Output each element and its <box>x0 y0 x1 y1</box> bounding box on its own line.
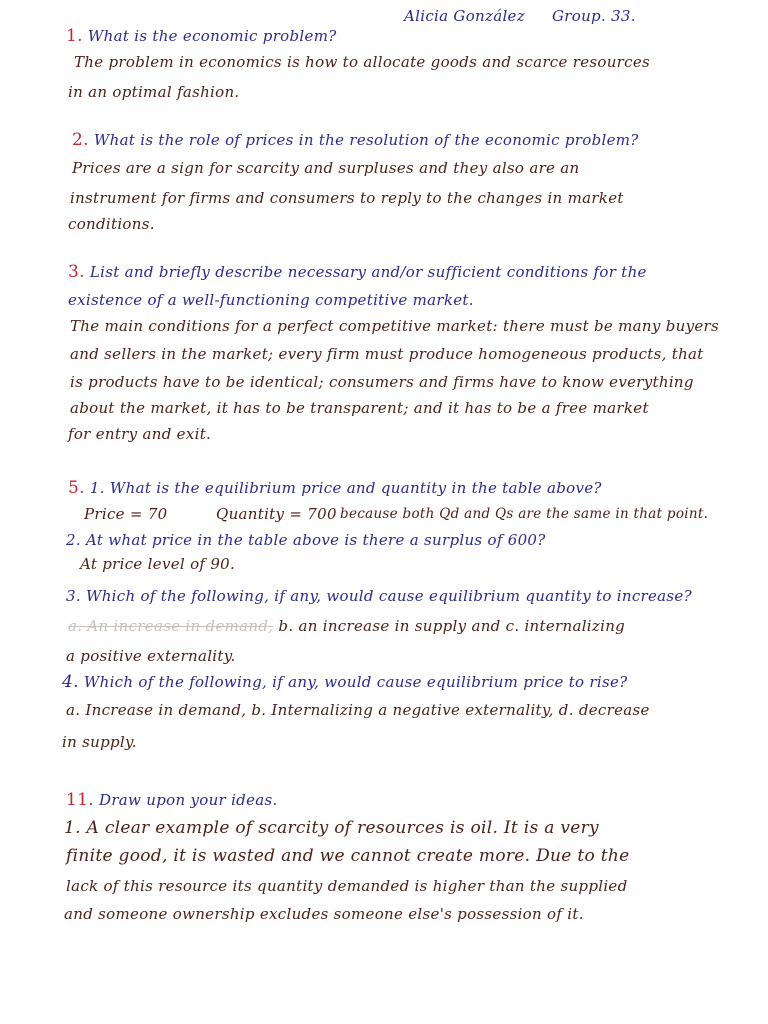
q5-3-question: Which of the following, if any, would cause equilibrium quantity to increase? <box>86 587 692 605</box>
q1-number: 1. <box>66 26 83 46</box>
q3-answer-line-5: for entry and exit. <box>68 425 212 443</box>
q11-answer-text-1: A clear example of scarcity of resources is oil. It is a very <box>86 818 599 838</box>
q5-3-answer-line-2: a positive externality. <box>66 647 236 665</box>
q2-answer-line-3: conditions. <box>68 215 155 233</box>
q11-answer-line-1 <box>64 818 599 838</box>
q11-answer-line-2: finite good, it is wasted and we cannot create more. Due to the <box>66 846 630 866</box>
q11-number: 11. <box>66 790 94 810</box>
group-number: Group. 33. <box>552 7 636 25</box>
q5-4-question: Which of the following, if any, would cause equilibrium price to rise? <box>83 673 628 691</box>
q5-2-answer: At price level of 90. <box>80 555 236 573</box>
q11-sub-number: 1. <box>64 818 81 838</box>
q5-1-question-line <box>68 478 602 498</box>
q5-4-answer-line-2: in supply. <box>62 733 137 751</box>
q5-3-question-line <box>66 586 692 606</box>
q11-title-line <box>66 790 278 810</box>
q5-4-answer-line-1: a. Increase in demand, b. Internalizing a negative externality, d. decrease <box>66 701 650 719</box>
q5-4-question-line <box>62 672 628 692</box>
q11-title: Draw upon your ideas. <box>99 791 278 809</box>
q3-question-part-1: List and briefly describe necessary and/or sufficient conditions for the <box>89 263 647 281</box>
q5-1-answer-price: Price = 70 <box>84 505 168 523</box>
q3-answer-line-4: about the market, it has to be transparent; and it has to be a free market <box>70 399 649 417</box>
q2-question-line <box>72 130 639 150</box>
q1-answer-line-1: The problem in economics is how to allocate goods and scarce resources <box>74 53 651 71</box>
q2-number: 2. <box>72 130 89 150</box>
q3-answer-line-1: The main conditions for a perfect competitive market: there must be many buyers <box>70 317 719 335</box>
q5-4-number: 4. <box>62 672 79 692</box>
q11-answer-line-3: lack of this resource its quantity demanded is higher than the supplied <box>66 877 628 895</box>
q11-answer-line-4: and someone ownership excludes someone else's possession of it. <box>64 905 584 923</box>
q1-question: What is the economic problem? <box>87 27 337 45</box>
q5-1-number: 1. <box>89 479 105 497</box>
q5-3-answer-line-1 <box>68 616 625 636</box>
q5-2-question: At what price in the table above is there a surplus of 600? <box>86 531 546 549</box>
q5-3-answer-rest: b. an increase in supply and c. internalizing <box>278 617 626 635</box>
q3-number: 3. <box>68 262 85 282</box>
q3-answer-line-3: is products have to be identical; consumers and firms have to know everything <box>70 373 694 391</box>
q5-1-answer-quantity: Quantity = 700 <box>216 505 337 523</box>
q5-3-number: 3. <box>66 587 81 605</box>
q3-question-line-1 <box>68 262 647 282</box>
q1-answer-line-2: in an optimal fashion. <box>68 83 240 101</box>
q1-question-line <box>66 26 337 46</box>
q3-answer-line-2: and sellers in the market; every firm must produce homogeneous products, that <box>70 345 704 363</box>
q5-1-question: What is the equilibrium price and quantity in the table above? <box>109 479 602 497</box>
q2-answer-line-1: Prices are a sign for scarcity and surpluses and they also are an <box>72 159 580 177</box>
q5-2-number: 2. <box>66 531 81 549</box>
q3-question-line-2: existence of a well-functioning competitive market. <box>68 291 474 309</box>
q5-number: 5. <box>68 478 85 498</box>
q5-2-question-line <box>66 530 546 550</box>
q2-question: What is the role of prices in the resolution of the economic problem? <box>93 131 639 149</box>
q5-1-answer-note: because both Qd and Qs are the same in that point. <box>340 506 709 522</box>
q2-answer-line-2: instrument for firms and consumers to reply to the changes in market <box>70 189 624 207</box>
student-name: Alicia González <box>404 7 525 25</box>
q5-3-struck-answer: a. An increase in demand, <box>68 617 274 635</box>
